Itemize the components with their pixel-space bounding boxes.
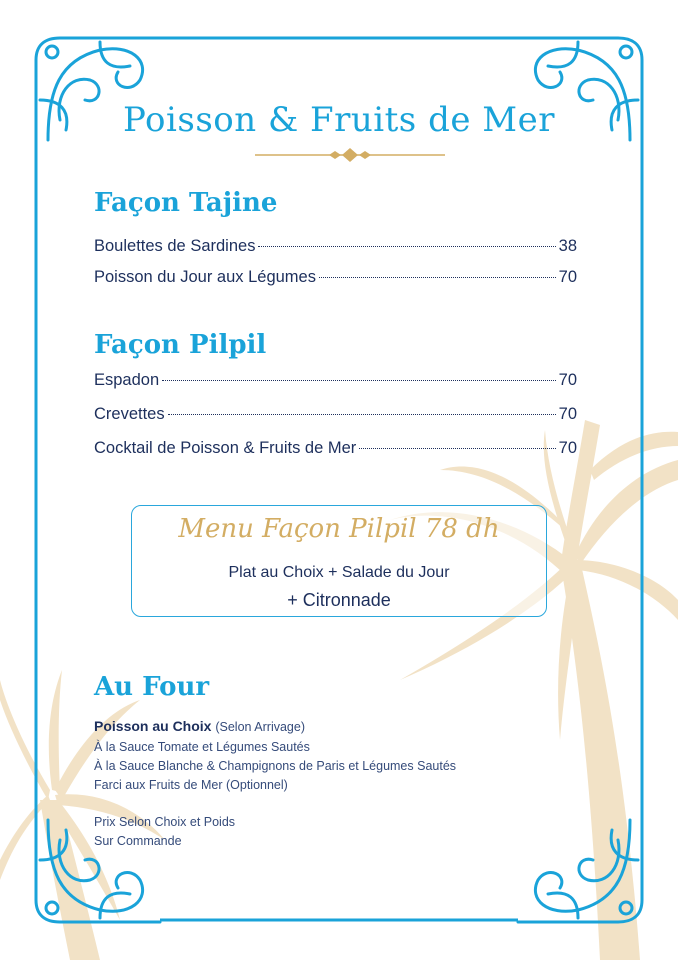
corner-ornament-bottom-right bbox=[518, 800, 642, 922]
menu-offer-box bbox=[131, 505, 547, 617]
dish-row bbox=[94, 371, 577, 393]
dot-leader bbox=[258, 246, 555, 247]
dish-price: 70 bbox=[558, 405, 577, 423]
corner-ornament-top-right bbox=[518, 38, 642, 160]
dish-row bbox=[94, 237, 577, 259]
dot-leader bbox=[168, 414, 556, 415]
four-lead-name: Poisson au Choix bbox=[94, 718, 212, 734]
menu-offer-line-2: + Citronnade bbox=[287, 590, 391, 610]
section-title-four: Au Four bbox=[94, 672, 210, 702]
dish-name: Poisson du Jour aux Légumes bbox=[94, 268, 316, 286]
page-title: Poisson & Fruits de Mer bbox=[123, 100, 555, 140]
title-divider-ornament bbox=[255, 146, 445, 164]
dot-leader bbox=[162, 380, 556, 381]
dish-row bbox=[94, 268, 577, 290]
four-option: À la Sauce Blanche & Champignons de Paris et Légumes Sautés bbox=[94, 759, 457, 773]
corner-ornament-top-left bbox=[36, 38, 160, 160]
dot-leader bbox=[319, 277, 556, 278]
dish-name: Crevettes bbox=[94, 405, 165, 423]
dish-row bbox=[94, 405, 577, 427]
menu-offer-title: Menu Façon Pilpil 78 dh bbox=[178, 514, 500, 544]
dish-price: 70 bbox=[558, 371, 577, 389]
dish-name: Cocktail de Poisson & Fruits de Mer bbox=[94, 439, 357, 457]
dish-name: Boulettes de Sardines bbox=[94, 237, 256, 255]
four-note: Prix Selon Choix et Poids bbox=[94, 815, 236, 829]
menu-offer-line-1: Plat au Choix + Salade du Jour bbox=[228, 564, 450, 581]
four-lead-note: (Selon Arrivage) bbox=[215, 720, 305, 734]
dot-leader bbox=[359, 448, 555, 449]
four-option: À la Sauce Tomate et Légumes Sautés bbox=[94, 740, 310, 754]
dish-name: Espadon bbox=[94, 371, 160, 389]
dish-price: 70 bbox=[558, 439, 577, 457]
section-title-tajine: Façon Tajine bbox=[94, 188, 278, 218]
four-lead-line bbox=[94, 718, 305, 734]
four-note: Sur Commande bbox=[94, 834, 182, 848]
dish-row bbox=[94, 439, 577, 461]
dish-price: 70 bbox=[558, 268, 577, 286]
section-title-pilpil: Façon Pilpil bbox=[94, 330, 267, 360]
dish-price: 38 bbox=[558, 237, 577, 255]
four-option: Farci aux Fruits de Mer (Optionnel) bbox=[94, 778, 288, 792]
